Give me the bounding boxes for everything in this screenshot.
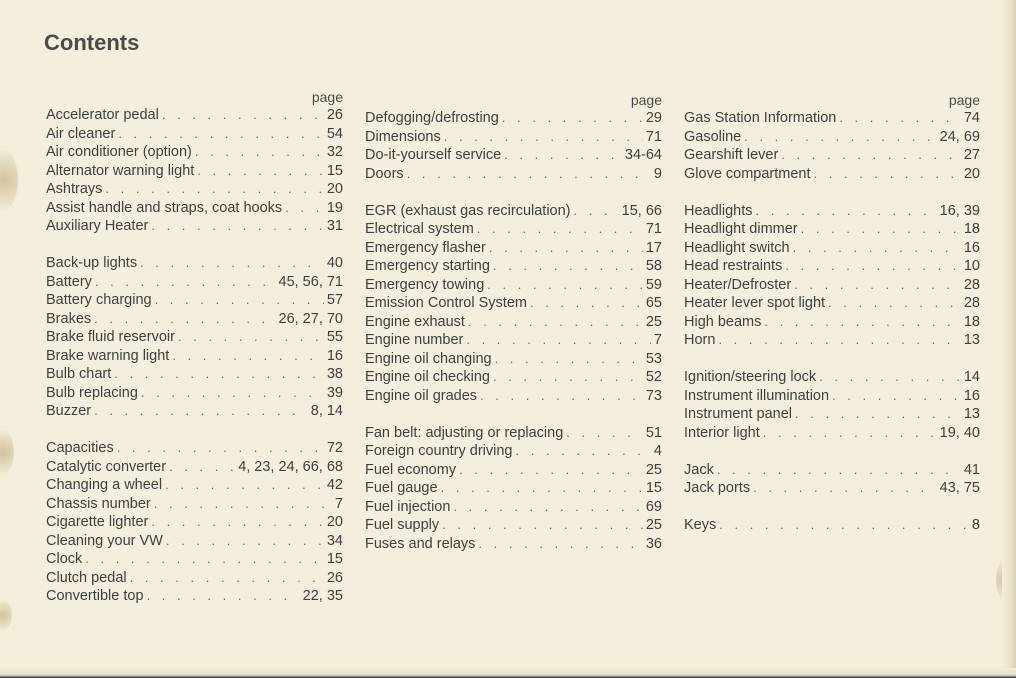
entry-name: Brake fluid reservoir [46, 329, 175, 345]
index-entry [684, 405, 980, 424]
entry-page-number: 52 [645, 369, 662, 385]
stain-mark [0, 150, 18, 210]
entry-page-number: 13 [963, 332, 980, 348]
entry-page-number: 34 [326, 532, 343, 549]
dot-leader [489, 239, 643, 258]
dot-leader [763, 424, 937, 443]
dot-leader [459, 461, 643, 480]
index-entry [46, 217, 343, 236]
entry-page-number: 15 [326, 551, 343, 567]
entry-name: Electrical system [365, 221, 474, 237]
index-entry [365, 202, 662, 221]
dot-leader [285, 199, 324, 218]
dot-leader [166, 532, 324, 551]
index-entry [46, 439, 343, 458]
dot-leader [172, 347, 324, 366]
index-entry [46, 310, 343, 329]
entry-name: Headlight switch [684, 239, 790, 256]
entry-page-number: 4 [653, 443, 662, 459]
index-entry [365, 442, 662, 461]
index-entry [365, 313, 662, 332]
entry-name: Convertible top [46, 588, 144, 604]
entry-name: Glove compartment [684, 165, 811, 182]
index-entry [46, 365, 343, 384]
entry-page-number: 19 [326, 199, 343, 216]
entry-page-number: 20 [963, 165, 980, 182]
index-entry [365, 220, 662, 239]
dot-leader [130, 569, 324, 588]
entry-name: Defogging/defrosting [365, 110, 499, 126]
entry-page-number: 16 [963, 387, 980, 404]
entry-name: Head restraints [684, 258, 783, 274]
dot-leader [141, 384, 324, 403]
entry-page-number: 26, 27, 70 [278, 310, 343, 327]
dot-leader [477, 220, 643, 239]
dot-leader [197, 162, 324, 181]
entry-page-number: 24, 69 [939, 128, 980, 145]
dot-leader [478, 535, 642, 554]
index-entry [365, 387, 662, 406]
dot-leader [495, 350, 643, 369]
index-entry [684, 479, 980, 498]
index-entry [46, 143, 343, 162]
entry-name: Fuses and relays [365, 535, 476, 552]
index-entry [365, 276, 662, 295]
index-entry [46, 347, 343, 366]
entry-page-number: 16 [963, 239, 980, 256]
dot-leader [154, 495, 332, 514]
entry-page-number: 34-64 [624, 147, 662, 163]
dot-leader [105, 180, 323, 199]
entry-name: Headlights [684, 202, 753, 219]
index-entry [46, 199, 343, 218]
index-entry [365, 165, 662, 184]
index-entry [684, 257, 980, 276]
entry-page-number: 15 [645, 480, 662, 496]
stain-mark [0, 430, 14, 475]
index-entry [684, 331, 980, 350]
entry-name: Chassis number [46, 495, 151, 512]
entry-page-number: 59 [645, 276, 662, 293]
dot-leader [756, 202, 937, 221]
entry-name: Jack ports [684, 480, 751, 496]
group-spacer [46, 236, 343, 255]
index-entry [365, 146, 662, 165]
dot-leader [781, 146, 961, 165]
dot-leader [502, 109, 643, 128]
entry-name: Fuel supply [365, 517, 440, 533]
entry-page-number: 36 [645, 535, 662, 552]
page-edge-bottom [0, 668, 1016, 678]
group-spacer [684, 442, 980, 461]
dot-leader [530, 294, 643, 313]
dot-leader [151, 513, 324, 532]
dot-leader [744, 128, 936, 147]
dot-leader [95, 273, 276, 292]
entry-page-number: 45, 56, 71 [278, 273, 343, 290]
dot-leader [441, 479, 643, 498]
group-spacer [684, 183, 980, 202]
dot-leader [753, 479, 937, 498]
entry-name: Fuel economy [365, 461, 457, 478]
dot-leader [162, 106, 324, 125]
entry-name: Air cleaner [46, 125, 116, 142]
dot-leader [444, 128, 643, 147]
entry-name: Engine oil checking [365, 369, 490, 385]
page-column-header: page [311, 89, 343, 105]
index-entry [684, 313, 980, 332]
entry-name: Ignition/steering lock [684, 369, 817, 385]
dot-leader [94, 310, 275, 329]
index-entry [684, 461, 980, 480]
index-entry [365, 331, 662, 350]
entry-name: Keys [684, 517, 717, 533]
dot-leader [493, 257, 643, 276]
dot-leader [151, 217, 324, 236]
entry-name: Gearshift lever [684, 147, 779, 163]
index-entry [365, 257, 662, 276]
entry-page-number: 22, 35 [302, 588, 343, 604]
group-spacer [365, 405, 662, 424]
entry-page-number: 28 [963, 295, 980, 311]
entry-name: Clutch pedal [46, 569, 127, 586]
group-spacer [365, 183, 662, 202]
index-entry [46, 254, 343, 273]
dot-leader [178, 328, 324, 347]
index-entry [46, 106, 343, 125]
entry-page-number: 25 [645, 517, 662, 533]
entry-page-number: 16, 39 [939, 202, 980, 219]
entry-page-number: 42 [326, 477, 343, 493]
entry-name: EGR (exhaust gas recirculation) [365, 202, 571, 219]
entry-page-number: 32 [326, 144, 343, 160]
entry-page-number: 55 [326, 329, 343, 345]
index-entry [46, 550, 343, 569]
entry-name: Dimensions [365, 128, 441, 145]
entry-name: Heater/Defroster [684, 276, 792, 293]
dot-leader [764, 313, 960, 332]
dot-leader [94, 402, 308, 421]
dot-leader [717, 461, 961, 480]
entry-page-number: 20 [326, 514, 343, 530]
entry-name: Engine oil changing [365, 350, 492, 367]
entry-page-number: 31 [326, 218, 343, 234]
entry-name: Engine oil grades [365, 387, 478, 404]
index-entry [365, 424, 662, 443]
entry-page-number: 9 [653, 165, 662, 182]
index-entry [365, 535, 662, 554]
entry-name: Instrument illumination [684, 387, 830, 404]
dot-leader [566, 424, 643, 443]
dot-leader [169, 458, 235, 477]
index-entry [46, 569, 343, 588]
dot-leader [85, 550, 324, 569]
entry-page-number: 28 [963, 276, 980, 293]
entry-name: Fuel gauge [365, 480, 438, 496]
dot-leader [839, 109, 961, 128]
entry-page-number: 43, 75 [939, 480, 980, 496]
entry-name: High beams [684, 313, 762, 330]
index-entry [684, 128, 980, 147]
dot-leader [819, 368, 961, 387]
entry-name: Doors [365, 165, 404, 182]
entry-name: Brake warning light [46, 347, 170, 364]
entry-page-number: 15, 66 [621, 202, 662, 219]
entry-page-number: 8, 14 [310, 403, 343, 419]
entry-page-number: 41 [963, 461, 980, 478]
index-entry [46, 513, 343, 532]
index-entry [684, 387, 980, 406]
entry-page-number: 17 [645, 239, 662, 256]
group-spacer [684, 498, 980, 517]
index-entry [46, 458, 343, 477]
page-column-header: page [630, 92, 662, 108]
index-entry [365, 109, 662, 128]
entry-page-number: 71 [645, 128, 662, 145]
entry-page-number: 54 [326, 125, 343, 142]
entry-name: Changing a wheel [46, 477, 163, 493]
entry-page-number: 7 [653, 332, 662, 348]
index-entry [46, 532, 343, 551]
entry-page-number: 72 [326, 440, 343, 456]
dot-leader [793, 239, 961, 258]
index-entry [46, 328, 343, 347]
entry-name: Jack [684, 461, 714, 478]
entry-page-number: 7 [334, 495, 343, 512]
entry-name: Fuel injection [365, 498, 451, 515]
index-entry [684, 424, 980, 443]
index-entry [365, 239, 662, 258]
entry-name: Brakes [46, 310, 92, 327]
entry-page-number: 40 [326, 255, 343, 271]
index-entry [46, 291, 343, 310]
group-spacer [46, 421, 343, 440]
index-entry [365, 350, 662, 369]
dot-leader [794, 276, 961, 295]
entry-page-number: 15 [326, 162, 343, 179]
entry-name: Accelerator pedal [46, 107, 159, 123]
entry-name: Auxiliary Heater [46, 218, 149, 234]
entry-page-number: 26 [326, 107, 343, 123]
entry-page-number: 20 [326, 181, 343, 197]
dot-leader [785, 257, 961, 276]
entry-name: Do-it-yourself service [365, 147, 502, 163]
entry-name: Emission Control System [365, 295, 527, 311]
index-entry [46, 162, 343, 181]
entry-page-number: 18 [963, 313, 980, 330]
entry-name: Clock [46, 551, 83, 567]
dot-leader [516, 442, 651, 461]
dot-leader [718, 331, 960, 350]
dot-leader [442, 516, 643, 535]
entry-name: Headlight dimmer [684, 221, 798, 237]
index-entry [684, 202, 980, 221]
entry-page-number: 74 [963, 110, 980, 126]
entry-page-number: 8 [971, 517, 980, 533]
entry-name: Back-up lights [46, 255, 138, 271]
index-entry [46, 125, 343, 144]
entry-page-number: 65 [645, 295, 662, 311]
entry-page-number: 25 [645, 313, 662, 330]
index-entry [365, 498, 662, 517]
entry-name: Buzzer [46, 403, 92, 419]
index-entry [365, 368, 662, 387]
entry-name: Ashtrays [46, 181, 103, 197]
entry-page-number: 71 [645, 221, 662, 237]
entry-page-number: 4, 23, 24, 66, 68 [238, 458, 343, 475]
entry-page-number: 39 [326, 384, 343, 401]
dot-leader [801, 220, 961, 239]
entry-name: Cleaning your VW [46, 532, 163, 549]
entry-page-number: 10 [963, 258, 980, 274]
dot-leader [468, 313, 643, 332]
dot-leader [147, 587, 300, 606]
entry-page-number: 29 [645, 110, 662, 126]
dot-leader [117, 439, 324, 458]
entry-name: Catalytic converter [46, 458, 167, 475]
dot-leader [195, 143, 324, 162]
entry-page-number: 69 [645, 498, 662, 515]
entry-name: Cigarette lighter [46, 514, 149, 530]
dot-leader [466, 331, 651, 350]
index-entry [684, 294, 980, 313]
index-column-3 [684, 88, 980, 535]
entry-name: Emergency starting [365, 258, 490, 274]
entry-name: Air conditioner (option) [46, 144, 192, 160]
index-entry [684, 368, 980, 387]
dot-leader [814, 165, 961, 184]
index-entry [684, 239, 980, 258]
entry-page-number: 53 [645, 350, 662, 367]
group-spacer [684, 350, 980, 369]
dot-leader [795, 405, 961, 424]
index-entry [365, 516, 662, 535]
index-entry [46, 384, 343, 403]
dot-leader [165, 476, 324, 495]
dot-leader [487, 276, 643, 295]
index-column-1 [46, 88, 343, 606]
entry-page-number: 14 [963, 369, 980, 385]
index-column-2 [365, 88, 662, 553]
dot-leader [574, 202, 619, 221]
index-entry [46, 402, 343, 421]
dot-leader [118, 125, 324, 144]
index-entry [46, 587, 343, 606]
dot-leader [832, 387, 961, 406]
entry-name: Bulb replacing [46, 384, 138, 401]
dot-leader [828, 294, 961, 313]
entry-page-number: 73 [645, 387, 662, 404]
entry-name: Battery charging [46, 292, 152, 308]
entry-name: Fan belt: adjusting or replacing [365, 424, 564, 441]
index-entry [684, 220, 980, 239]
entry-name: Emergency flasher [365, 239, 486, 256]
entry-page-number: 18 [963, 221, 980, 237]
index-entry [684, 109, 980, 128]
index-entry [46, 495, 343, 514]
entry-page-number: 57 [326, 292, 343, 308]
entry-page-number: 19, 40 [939, 424, 980, 441]
dot-leader [719, 516, 969, 535]
index-entry [684, 146, 980, 165]
dot-leader [480, 387, 643, 406]
entry-name: Assist handle and straps, coat hooks [46, 199, 283, 216]
index-entry [46, 180, 343, 199]
entry-name: Emergency towing [365, 276, 485, 293]
index-entry [365, 128, 662, 147]
index-entry [365, 479, 662, 498]
index-entry [46, 273, 343, 292]
entry-name: Engine exhaust [365, 313, 465, 330]
entry-page-number: 38 [326, 366, 343, 382]
entry-name: Capacities [46, 440, 114, 456]
entry-page-number: 13 [963, 406, 980, 422]
entry-name: Alternator warning light [46, 162, 195, 179]
entry-name: Gas Station Information [684, 110, 837, 126]
entry-name: Engine number [365, 332, 464, 348]
entry-page-number: 27 [963, 147, 980, 163]
entry-page-number: 51 [645, 424, 662, 441]
index-entry [365, 461, 662, 480]
entry-page-number: 16 [326, 347, 343, 364]
entry-name: Bulb chart [46, 366, 112, 382]
index-entry [365, 294, 662, 313]
dot-leader [407, 165, 651, 184]
index-entry [684, 516, 980, 535]
dot-leader [453, 498, 642, 517]
dot-leader [155, 291, 324, 310]
dot-leader [493, 368, 643, 387]
index-entry [684, 276, 980, 295]
dot-leader [140, 254, 324, 273]
page-column-header: page [948, 92, 980, 108]
entry-name: Foreign country driving [365, 443, 513, 459]
entry-name: Interior light [684, 424, 760, 441]
stain-mark [0, 600, 12, 630]
entry-name: Battery [46, 273, 92, 290]
entry-name: Heater lever spot light [684, 295, 826, 311]
entry-name: Instrument panel [684, 406, 793, 422]
entry-page-number: 25 [645, 461, 662, 478]
entry-name: Horn [684, 332, 716, 348]
dot-leader [114, 365, 324, 384]
index-entry [684, 165, 980, 184]
dot-leader [504, 146, 622, 165]
entry-name: Gasoline [684, 128, 742, 145]
index-entry [46, 476, 343, 495]
page-title: Contents [44, 30, 140, 55]
page-edge [1002, 0, 1016, 678]
entry-page-number: 26 [326, 569, 343, 586]
entry-page-number: 58 [645, 258, 662, 274]
